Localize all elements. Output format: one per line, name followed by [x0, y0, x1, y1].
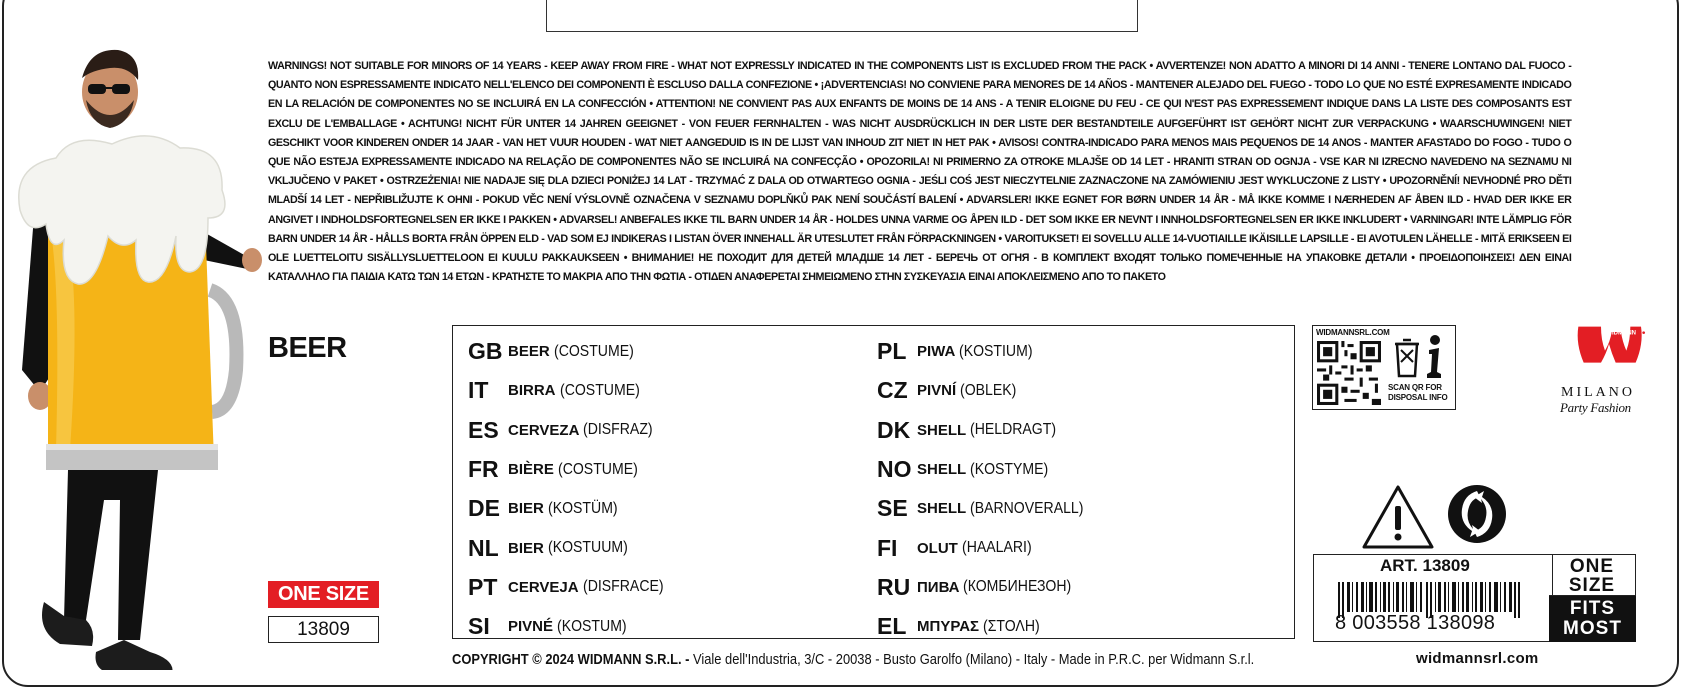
language-row: PT CERVEJA (DISFRACE) — [468, 573, 664, 600]
logo-brand-text: WIDMANN — [1606, 330, 1637, 337]
barcode-art-label: ART. 13809 — [1380, 556, 1470, 575]
language-names-table — [452, 325, 1295, 639]
language-row: SE SHELL (BARNOVERALL) — [877, 495, 1084, 522]
language-row: FI OLUT (HAALARI) — [877, 534, 1032, 561]
osfm-line1: ONE — [1569, 556, 1615, 577]
language-row: NL BIER (KOSTUUM) — [468, 534, 628, 561]
qr-disposal-box — [1312, 325, 1456, 410]
copyright-address: Viale dell'Industria, 3/C - 20038 - Busto Garolfo (Milano) - Italy - Made in P.R.C. per Widmann S.r.l. — [689, 651, 1255, 668]
language-row: IT BIRRA (COSTUME) — [468, 377, 640, 404]
language-row: SI PIVNÉ (KOSTUM) — [468, 613, 627, 640]
one-size-fits-most-badge — [1549, 554, 1636, 642]
language-row: EL ΜΠΥΡΑΣ (ΣΤΟΛΗ) — [877, 613, 1040, 640]
language-row: CZ PIVNÍ (OBLEK) — [877, 377, 1017, 404]
green-dot-recycle-icon — [1446, 483, 1508, 545]
article-number-box: 13809 — [268, 616, 379, 643]
barcode-number: 8 003558 138098 — [1335, 612, 1496, 634]
language-row: DK SHELL (HELDRAGT) — [877, 416, 1057, 443]
logo-city: MILANO — [1561, 385, 1635, 400]
logo-tagline: Party Fashion — [1560, 400, 1631, 415]
multilingual-warnings: WARNINGS! NOT SUITABLE FOR MINORS OF 14 YEARS - KEEP AWAY FROM FIRE - WHAT NOT EXPRESSLY INDICATED IN THE COMPONENTS LIST IS EXCLUDED FROM THE PACK • AVVERTENZE! NON ADATTO A MINORI DI 14 ANNI - TENERE LONTANO DAL FUOCO - QUANTO NON ESPRESSAMENTE INDICATO NELL'ELENCO DEI COMPONENTI È ESCLUSO DALLA CONFEZIONE • ¡ADVERTENCIAS! NO CONVIENE PARA MENORES DE 14 AÑOS - MANTENER ALEJADO DEL FUEGO - TODO LO QUE NO ESTÉ EXPRESAMENTE INDICADO EN LA RELACIÓN DE COMPONENTES NO SE INCLUIRÁ EN LA CONFECCIÓN • ATTENTION! NE CONVIENT PAS AUX ENFANTS DE MOINS DE 14 ANS - A TENIR ELOIGNE DU FEU - CE QUI N'EST PAS EXPRESSEMENT INDIQUE DANS LA LISTE DES COMPOSANTS EST EXCLU DE L'EMBALLAGE • ACHTUNG! NICHT FÜR UNTER 14 JAHREN GEEIGNET - VON FEUER FERNHALTEN - WAS NICHT AUSDRÜCKLICH IN DER LISTE DER BESTANDTEILE AUFGEFÜHRT IST GEHÖRT NICHT ZUR VERPACKUNG • WAARSCHUWINGEN! NIET GESCHIKT VOOR KINDEREN ONDER 14 JAAR - VAN HET VUUR HOUDEN - WAT NIET AANGEDUID IS IN DE LIJST VAN INHOUD ZIT NIET IN HET PAK • AVISOS! CONTRA-INDICADO PARA MENOS MAIS PEQUENOS DE 14 ANOS - MANTER AFASTADO DO FOGO - TUDO O QUE NÃO ESTEJA EXPRESSAMENTE INDICADO NA RELAÇÃO DE COMPONENTES NÃO SE INCLUIRÁ NA CONFECÇÃO • OPOZORILA! NI PRIMERNO ZA OTROKE MLAJŠE OD 14 LET - HRANITI STRAN OD OGNJA - VSE KAR NI IZRECNO NAVEDENO NA SEZNAMU NI VKLJUČENO V PAKET • OSTRZEŻENIA! NIE NADAJE SIĘ DLA DZIECI PONIŻEJ 14 LAT - TRZYMAĆ Z DALA OD OTWARTEGO OGNIA - JEŚLI COŚ JEST NIECZYTELNIE ZAZNACZONE NA ZAMÓWIENIU JEST WYKLUCZONE Z LISTY • UPOZORNĚNÍ! NEVHODNÉ PRO DĚTI MLADŠÍ 14 LET - NEPŘIBLIŽUJTE K OHNI - POKUD VĚC NENÍ VÝSLOVNĚ OZNAČENA V SEZNAMU DOPLŇKŮ PAK NENÍ SOUČÁSTÍ BALENÍ • ADVARSLER! IKKE EGNET FOR BØRN UNDER 14 ÅR - MÅ IKKE KOMME I NÆRHEDEN AF ÅBEN ILD - HVAD DER IKKE ER ANGIVET I INDHOLDSFORTEGNELSEN ER IKKE I PAKKEN • ADVARSEL! ANBEFALES IKKE TIL BARN UNDER 14 ÅR - HOLDES UNNA VARME OG ÅPEN ILD - DET SOM IKKE ER NEVNT I INNHOLDSFORTEGNELSEN ER IKKE INKLUDERT • VARNINGAR! INTE LÄMPLIG FÖR BARN UNDER 14 ÅR - HÅLLS BORTA FRÅN ÖPPEN ELD - VAD SOM EJ INDIKERAS I LISTAN ÖVER INNEHALL ÄR UTESLUTET FRÅN FÖRPACKNINGEN • VAROITUKSET! EI SOVELLU ALLE 14-VUOTIAILLE IKÄISILLE LAPSILLE - EI AVOTULEN LÄHELLE - MITÄ ERIKSEEN EI OLE LUETTELOITU SISÄLLYSLUETTELOON EI KUULU PAKKAUKSEEN • ВНИМАНИЕ! НЕ ПОХОДИТ ДЛЯ ДЕТЕЙ МЛАДШЕ 14 ЛЕТ - БЕРЕЧЬ ОТ ОГНЯ - В КОМПЛЕКТ ВХОДЯТ ТОЛЬКО ПОМЕЧЕННЫЕ НА УПАКОВКЕ ДЕТАЛИ • ΠΡΟΕΙΔΟΠΟΙΗΣΕΙΣ! ΔΕΝ ΕΙΝΑΙ ΚΑΤΑΛΛΗΛΟ ΓΙΑ ΠΑΙΔΙΑ ΚΑΤΩ ΤΩΝ 14 ΕΤΩΝ - ΚΡΑΤΗΣΤΕ ΤΟ ΜΑΚΡΙΑ ΑΠΟ ΤΗΝ ΦΩΤΙΑ - ΟΤΙΔΕΝ ΑΝΑΦΕΡΕΤΑΙ ΣΗΜΕΙΩΜΕΝΟ ΣΤΗΝ ΣΥΣΚΕΥΑΣΙΑ ΕΙΝΑΙ ΑΠΟΚΛΕΙΣΜΕΝΟ ΑΠΟ ΤΟ ΠΑΚΕΤΟ — [268, 60, 1572, 284]
language-row: ES CERVEZA (DISFRAZ) — [468, 416, 654, 443]
warning-triangle-icon — [1361, 484, 1435, 550]
language-row: RU ПИВА (КОМБИНЕЗОН) — [877, 573, 1072, 600]
copyright-company: COPYRIGHT © 2024 WIDMANN S.R.L. - — [452, 651, 690, 668]
language-column-right — [877, 332, 1099, 646]
language-row: PL PIWA (KOSTIUM) — [877, 338, 1033, 365]
product-name: BEER — [268, 332, 347, 364]
osfm-line2: SIZE — [1568, 575, 1616, 596]
qr-scan-label: SCAN QR FOR DISPOSAL INFO — [1388, 383, 1448, 402]
language-row: NO SHELL (KOSTYME) — [877, 456, 1049, 483]
language-column-left — [468, 332, 674, 646]
osfm-line3: FITS — [1569, 598, 1616, 619]
one-size-badge: ONE SIZE — [268, 581, 379, 608]
qr-site-label: WIDMANNSRL.COM — [1316, 328, 1390, 337]
top-label-box — [546, 0, 1138, 32]
language-row: GB BEER (COSTUME) — [468, 338, 634, 365]
info-bin-icon — [1391, 332, 1453, 382]
copyright-line — [452, 651, 1254, 668]
qr-code-icon — [1317, 341, 1381, 405]
language-row: FR BIÈRE (COSTUME) — [468, 456, 638, 483]
language-row: DE BIER (KOSTÜM) — [468, 495, 618, 522]
website-url: widmannsrl.com — [1416, 650, 1539, 667]
widmann-logo — [1556, 324, 1666, 384]
costume-model-image — [0, 40, 270, 670]
osfm-line4: MOST — [1563, 618, 1622, 639]
